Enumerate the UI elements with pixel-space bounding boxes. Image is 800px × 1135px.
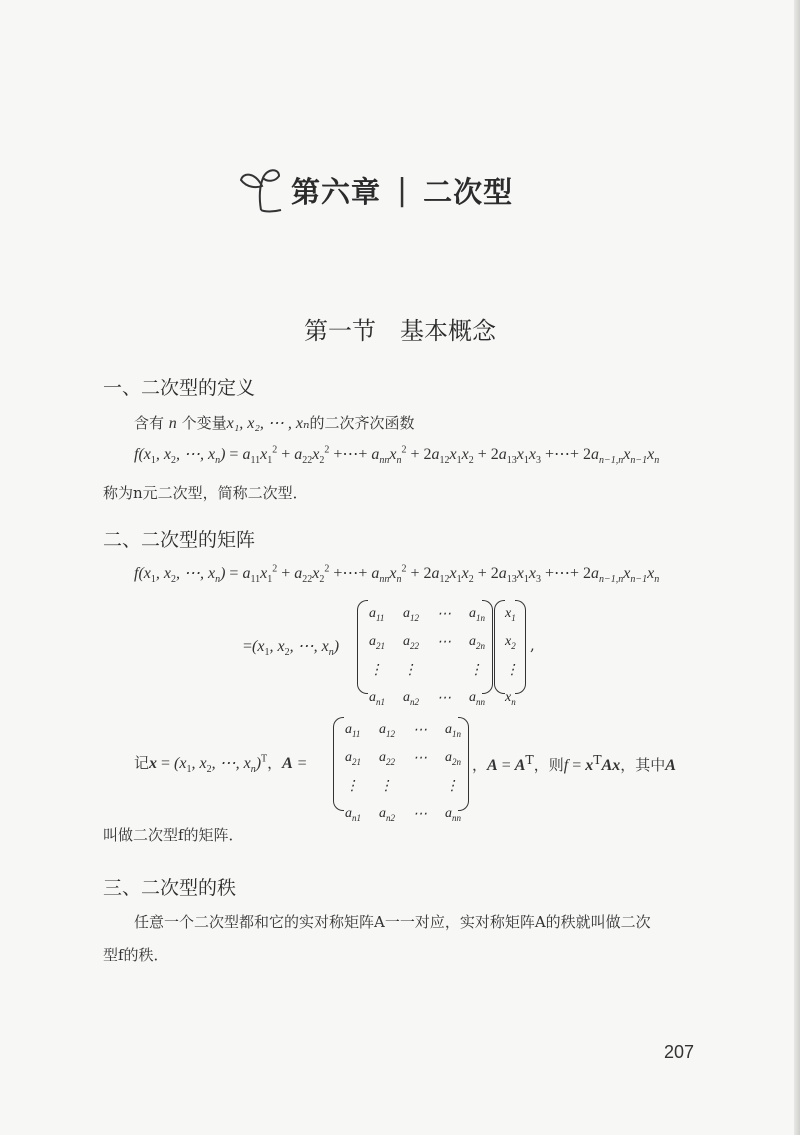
symmetry-line: ，$A = A^T$，则$f = x^TAx$，其中A: [472, 752, 676, 774]
sprout-icon: [237, 166, 283, 214]
chapter-number: 第六章: [291, 174, 382, 209]
matrix-right-paren: [482, 600, 493, 694]
rank-line-2: 型f的秩．: [103, 946, 169, 964]
chapter-heading: [237, 160, 513, 220]
row-vector: $=(x_1$, $x_2$, ⋯, $x_n$): [243, 638, 340, 659]
page-number: 207: [664, 1042, 695, 1062]
heading-definition: 一、二次型的定义: [103, 377, 256, 399]
chapter-title: 二次型: [423, 174, 514, 209]
section-title: 第一节 基本概念: [304, 317, 496, 345]
definition-intro: 含有 n 个变量x₁, x₂, ⋯ , xₙ的二次齐次函数: [134, 414, 415, 432]
comma: ,: [530, 636, 535, 654]
notation-line: 记$x = (x_1$, $x_2$, ⋯, $x_n)^T$，A =: [134, 753, 307, 776]
heading-matrix: 二、二次型的矩阵: [103, 529, 256, 551]
quadratic-form-formula-1: $f(x_1$, $x_2$, ⋯, $x_n) = a_{11}x_1^2 + a_{22}x_2^2$ +⋯+ $a_{nn}x_n^2 + 2a_{12}x_1x_2 + 2a_{13}x_1x_3$ +⋯+ $2a_{n-1,n}x_{n-1}x_n$: [134, 444, 660, 467]
matrix-a-right-paren: [458, 717, 469, 811]
vector-right-paren: [515, 600, 526, 694]
column-vector: $x_1$ $x_2$ ⋮ $x_n$: [505, 605, 519, 707]
chapter-separator: |: [397, 172, 408, 208]
definition-called: 称为n元二次型，简称二次型．: [103, 484, 308, 502]
matrix-a: $a_{11}$ $a_{12}$ ⋯ $a_{1n}$ $a_{21}$ $a_{22}$ ⋯ $a_{2n}$ ⋮ ⋮ ⋮ $a_{n1}$ $a_{n2}$ ⋯ $a_{nn}$: [345, 721, 461, 823]
page-edge: [794, 0, 800, 1135]
matrix-called: 叫做二次型f的矩阵．: [103, 826, 244, 844]
rank-line-1: 任意一个二次型都和它的实对称矩阵A一一对应，实对称矩阵A的秩就叫做二次: [134, 913, 651, 931]
quadratic-form-formula-2: $f(x_1$, $x_2$, ⋯, $x_n) = a_{11}x_1^2 + a_{22}x_2^2$ +⋯+ $a_{nn}x_n^2 + 2a_{12}x_1x_2 + 2a_{13}x_1x_3$ +⋯+ $2a_{n-1,n}x_{n-1}x_n$: [134, 563, 660, 586]
heading-rank: 三、二次型的秩: [103, 877, 237, 899]
coefficient-matrix: $a_{11}$ $a_{12}$ ⋯ $a_{1n}$ $a_{21}$ $a_{22}$ ⋯ $a_{2n}$ ⋮ ⋮ ⋮ $a_{n1}$ $a_{n2}$ ⋯ $a_{nn}$: [369, 605, 485, 707]
